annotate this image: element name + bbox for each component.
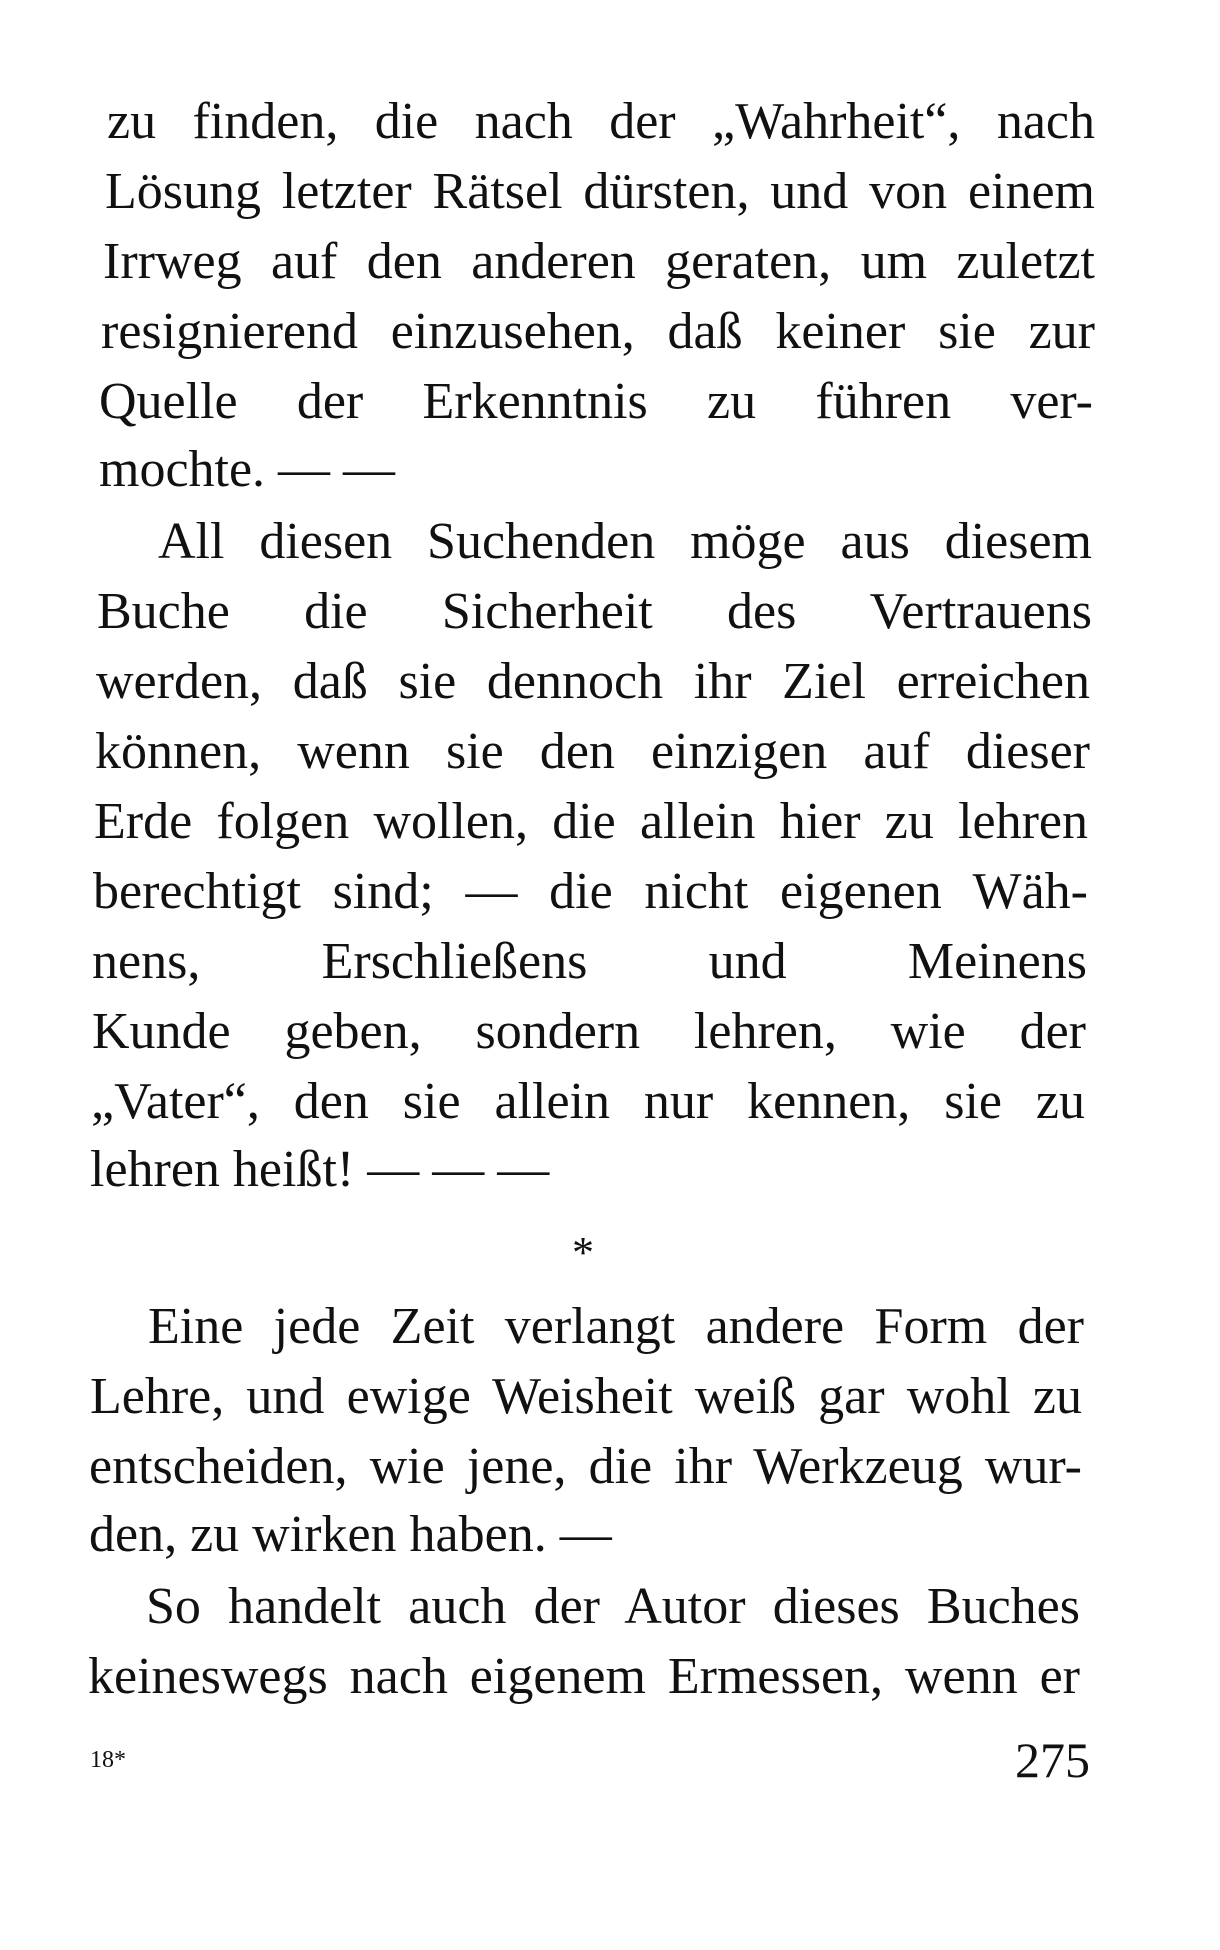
text-line-5: Quelle der Erkenntnis zu führen ver-: [99, 373, 1093, 430]
text-line-16: lehren heißt! — — —: [90, 1141, 550, 1198]
text-line-14: Kunde geben, sondern lehren, wie der: [92, 1003, 1086, 1060]
text-line-8: Buche die Sicherheit des Vertrauens: [97, 583, 1092, 640]
text-line-19: entscheiden, wie jene, die ihr Werkzeug wur-: [89, 1438, 1082, 1495]
text-line-17: Eine jede Zeit verlangt andere Form der: [148, 1298, 1084, 1355]
text-line-1: zu finden, die nach der „Wahrheit“, nach: [107, 93, 1095, 150]
text-line-21: So handelt auch der Autor dieses Buches: [146, 1578, 1080, 1635]
text-line-4: resignierend einzusehen, daß keiner sie zur: [101, 303, 1095, 360]
text-line-22: keineswegs nach eigenem Ermessen, wenn er: [88, 1648, 1080, 1705]
text-line-13: nens, Erschließens und Meinens: [92, 933, 1087, 990]
text-line-10: können, wenn sie den einzigen auf dieser: [95, 723, 1090, 780]
page-number: 275: [1015, 1732, 1090, 1788]
text-line-6: mochte. — —: [99, 441, 396, 498]
text-line-12: berechtigt sind; — die nicht eigenen Wäh-: [93, 863, 1088, 920]
signature-mark: 18*: [90, 1747, 126, 1773]
text-line-15: „Vater“, den sie allein nur kennen, sie zu: [91, 1073, 1085, 1130]
text-line-3: Irrweg auf den anderen geraten, um zuletzt: [103, 233, 1095, 290]
text-line-18: Lehre, und ewige Weisheit weiß gar wohl zu: [90, 1368, 1082, 1425]
text-line-7: All diesen Suchenden möge aus diesem: [158, 513, 1092, 570]
text-line-9: werden, daß sie dennoch ihr Ziel erreichen: [96, 653, 1090, 710]
text-line-20: den, zu wirken haben. —: [89, 1506, 612, 1563]
text-line-11: Erde folgen wollen, die allein hier zu lehren: [94, 793, 1088, 850]
text-line-2: Lösung letzter Rätsel dürsten, und von einem: [105, 163, 1095, 220]
section-break-asterisk: *: [572, 1228, 594, 1277]
